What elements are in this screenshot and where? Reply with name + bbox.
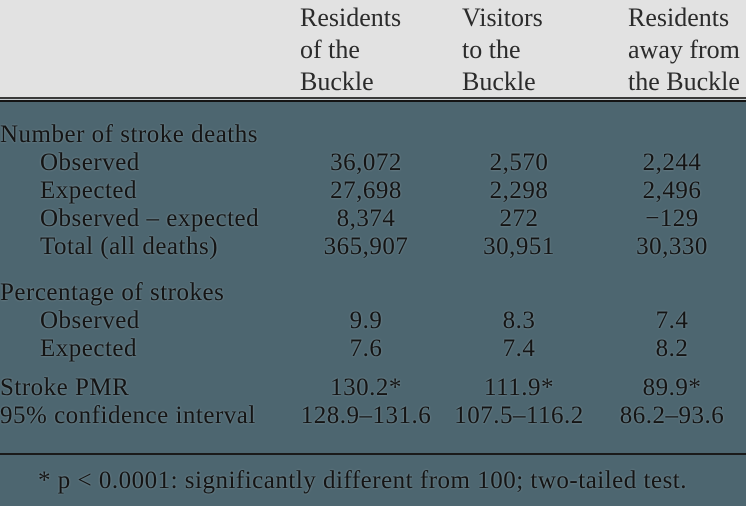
footnote: * p < 0.0001: significantly different from 100; two-tailed test. — [38, 467, 687, 494]
cell-value: 272 — [499, 205, 539, 232]
cell-value — [440, 102, 598, 149]
cell-value: 89.9* — [642, 374, 702, 401]
column-header-residents-of-buckle — [300, 2, 401, 98]
table-row — [0, 335, 746, 363]
cell-value: 107.5–116.2 — [454, 402, 584, 429]
cell-value: 9.9 — [349, 307, 383, 334]
row-label: Number of stroke deaths — [0, 121, 258, 148]
column-header-visitors-to-buckle — [462, 2, 543, 98]
table-bottom-rule — [0, 453, 746, 455]
cell-value: 128.9–131.6 — [300, 402, 432, 429]
cell-value: 2,496 — [642, 177, 702, 204]
table-body-wrap — [0, 102, 746, 430]
cell-value — [598, 102, 746, 149]
table-row — [0, 177, 746, 205]
cell-value — [598, 261, 746, 307]
cell-value: 130.2* — [330, 374, 402, 401]
cell-value: 7.4 — [502, 335, 536, 362]
cell-value: 7.6 — [349, 335, 383, 362]
row-label: Observed — [40, 307, 140, 334]
column-header-line: Buckle — [300, 67, 374, 96]
column-header-line: of the — [300, 35, 360, 64]
row-label: Total (all deaths) — [40, 233, 219, 260]
cell-value: 2,298 — [489, 177, 549, 204]
cell-value: 36,072 — [330, 149, 402, 176]
cell-value: 30,951 — [483, 233, 555, 260]
column-header-line: Residents — [628, 3, 730, 32]
cell-value: 2,244 — [642, 149, 702, 176]
cell-value: 8.2 — [655, 335, 689, 362]
table-row — [0, 102, 746, 149]
row-label: Observed – expected — [40, 205, 260, 232]
row-label: Expected — [40, 177, 138, 204]
table-row — [0, 233, 746, 261]
cell-value — [440, 261, 598, 307]
cell-value: 8.3 — [502, 307, 536, 334]
column-header-line: away from — [628, 35, 740, 64]
cell-value: 8,374 — [336, 205, 396, 232]
column-header-line: the Buckle — [628, 67, 740, 96]
row-label: Expected — [40, 335, 138, 362]
cell-value: −129 — [645, 205, 699, 232]
cell-value: 27,698 — [330, 177, 402, 204]
cell-value: 30,330 — [636, 233, 708, 260]
table-row — [0, 205, 746, 233]
column-header-line: Visitors — [462, 3, 543, 32]
column-header-line: to the — [462, 35, 521, 64]
column-header-residents-away-from-buckle — [628, 2, 740, 98]
column-header-line: Buckle — [462, 67, 536, 96]
cell-value: 86.2–93.6 — [619, 402, 725, 429]
table-row — [0, 363, 746, 402]
table-row — [0, 307, 746, 335]
cell-value: 7.4 — [655, 307, 689, 334]
data-table — [0, 102, 746, 430]
cell-value: 111.9* — [484, 374, 554, 401]
row-label: 95% confidence interval — [0, 402, 256, 429]
table-body — [0, 102, 746, 430]
cell-value — [292, 261, 440, 307]
row-label: Percentage of strokes — [0, 279, 225, 306]
table-row — [0, 402, 746, 430]
table-row — [0, 149, 746, 177]
cell-value: 365,907 — [323, 233, 409, 260]
table-header-band — [0, 0, 746, 97]
cell-value: 2,570 — [489, 149, 549, 176]
column-header-line: Residents — [300, 3, 402, 32]
cell-value — [292, 102, 440, 149]
row-label: Observed — [40, 149, 140, 176]
table-row — [0, 261, 746, 307]
row-label: Stroke PMR — [0, 374, 130, 401]
